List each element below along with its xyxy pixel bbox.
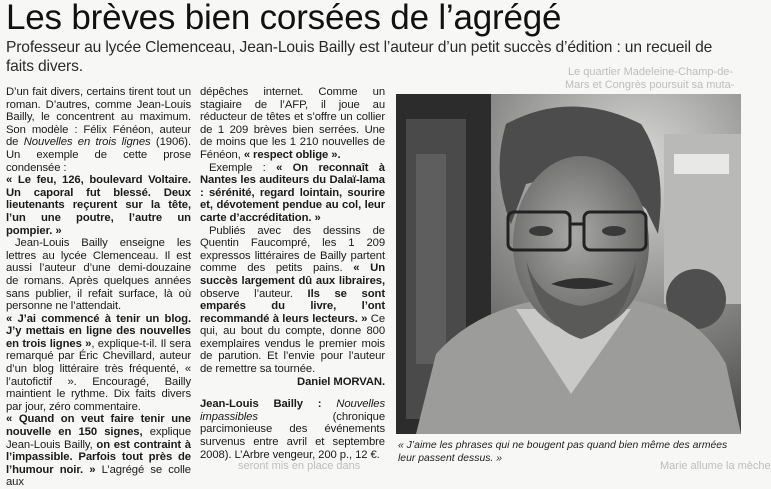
photo-caption: « J’aime les phrases qui ne bougent pas quand bien même des armées leur passent dessus. »	[398, 440, 728, 464]
author-photo	[396, 94, 741, 434]
paragraph: Jean-Louis Bailly enseigne les lettres au lycée Clemenceau. Il est aussi l’auteur d’une demi-douzaine de romans. Après quelques années sans publier, il refait surface, là où personne ne l’attendait.	[6, 237, 191, 313]
paragraph: Publiés avec des dessins de Quentin Faucompré, les 1 209 expressos littéraires de Bailly partent comme des petits pains. « Un succès largement dû aux libraires, observe l’auteur. Ils se sont emparés du livre, l’ont recommandé à leurs lecteurs. » Ce qui, au bout du compte, donne 800 exemplaires vendus le premier mois de parution. Et l’envie pour l’auteur de remettre sa tournée.	[200, 224, 386, 376]
paragraph: dépêches internet. Comme un stagiaire de l’AFP, il joue au réducteur de têtes et s’offre un collier de 1 209 brèves bien serrées. Une de moins que les 1 210 nouvelles de Fénéon, « respect oblige ».	[200, 86, 385, 161]
quote: « respect oblige ».	[243, 148, 341, 161]
standfirst: Professeur au lycée Clemenceau, Jean-Louis Bailly est l’auteur d’un petit succès d’édition : un recueil de faits divers.	[6, 39, 713, 75]
quote: « J’ai commencé à tenir un blog. J’y mettais en ligne des nouvelles en trois lignes »	[6, 312, 191, 350]
paragraph: « Quand on veut faire tenir une nouvelle en 150 signes, explique Jean-Louis Bailly, on est contraint à l’impassible. Parfois tout près de l’humour noir. » L’agrégé se colle aux	[6, 413, 191, 489]
article-column-1	[6, 86, 191, 489]
ghost-text: seront mis en place dans	[238, 460, 361, 472]
headline: Les brèves bien corsées de l’agrégé	[6, 0, 562, 37]
portrait-image	[396, 94, 741, 434]
quote: on est contraint à l’impassible. Parfois tout près de l’humour noir. »	[6, 438, 191, 476]
paragraph: D’un fait divers, certains tirent tout un roman. D’autres, comme Jean-Louis Bailly, le concentrent au maximum. Son modèle : Félix Fénéon, auteur de Nouvelles en trois lignes (1906). Un exemple de cette prose condensée :	[6, 86, 192, 174]
book-title: Nouvelles impassibles	[200, 398, 385, 423]
paragraph: « J’ai commencé à tenir un blog. J’y mettais en ligne des nouvelles en trois lignes », explique-t-il. Il sera remarqué par Éric Chevillard, auteur d’un blog littéraire très fréquenté, « l’autofictif ». Encouragé, Bailly maintient le rythme. Dix faits divers par jour, zéro commentaire.	[6, 312, 191, 413]
quote: « Quand on veut faire tenir une nouvelle en 150 signes,	[6, 413, 191, 439]
quote: Ils se sont emparés du livre, l’ont recommandé à leurs lecteurs. »	[200, 287, 386, 325]
ghost-text: Le quartier Madeleine-Champ-de-	[568, 66, 734, 78]
book-note: Jean-Louis Bailly : Nouvelles impassibles (chronique parcimonieuse des événements survenus entre avril et septembre 2008). L’Arbre vengeur, 200 p., 12 €.	[200, 398, 385, 461]
article-column-2	[200, 86, 385, 461]
ghost-text: Marie allume la mèche	[660, 460, 771, 472]
book-reference: Nouvelles en trois lignes	[23, 136, 151, 149]
quote: « Un succès largement dû aux libraires,	[200, 262, 385, 287]
quote: « Le feu, 126, boulevard Voltaire. Un caporal fut blessé. Deux lieutenants reçurent sur la tête, l’un une poutre, l’autre un pompier. »	[6, 174, 191, 237]
quote: « On reconnaît à Nantes les auditeurs du Dalaï-lama : sérénité, regard lointain, sourire et, dévotement pendue au col, leur carte d’accréditation. »	[200, 161, 385, 224]
ghost-text: Mars et Congrès poursuit sa muta-	[565, 79, 735, 91]
byline: Daniel MORVAN.	[297, 375, 385, 388]
paragraph: Exemple : « On reconnaît à Nantes les auditeurs du Dalaï-lama : sérénité, regard lointain, sourire et, dévotement pendue au col, leur carte d’accréditation. »	[200, 161, 385, 224]
